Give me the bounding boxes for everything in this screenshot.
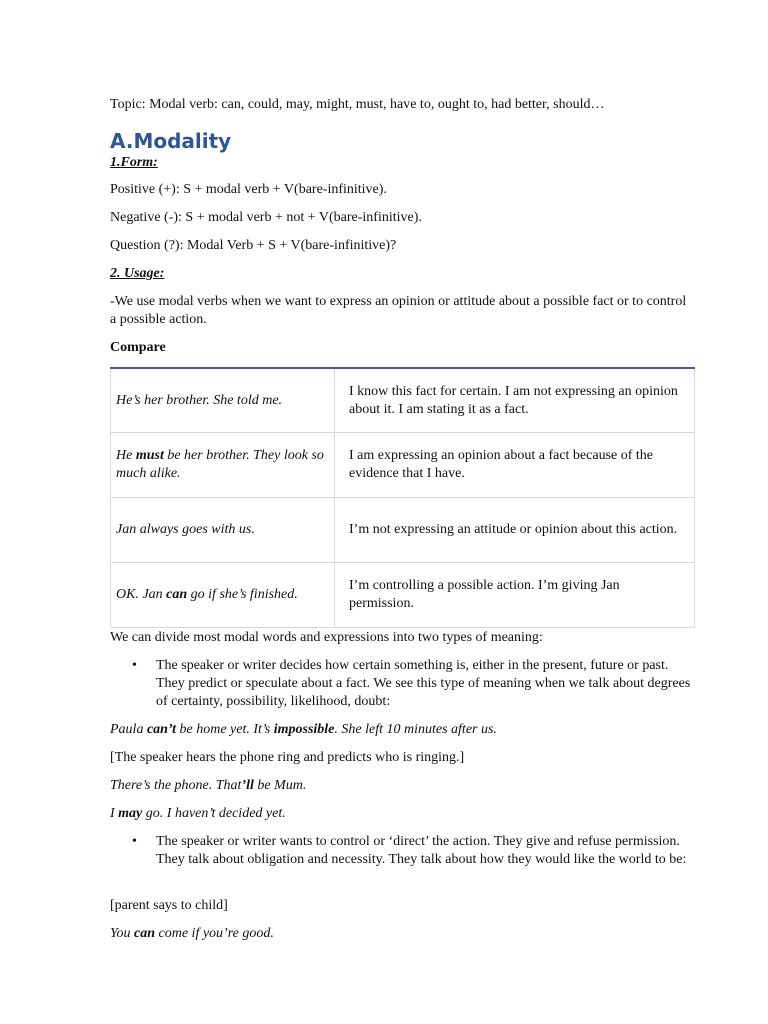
emphasis-word: impossible: [273, 722, 335, 737]
topic-line: Topic: Modal verb: can, could, may, might, must, have to, ought to, had better, should…: [110, 97, 605, 112]
form-title: 1.Form:: [110, 155, 158, 170]
compare-table: [110, 367, 695, 628]
compare-title: Compare: [110, 340, 166, 355]
text-segment: He: [116, 448, 136, 463]
list-item: [110, 657, 695, 711]
emphasis-word: may: [118, 806, 143, 821]
emphasis-word: must: [135, 448, 164, 463]
example-cell: [111, 498, 335, 563]
text-segment: go. I haven’t decided yet.: [142, 806, 286, 821]
example-sentence: [110, 777, 695, 795]
table-row: [111, 563, 695, 628]
example-sentence: [110, 721, 695, 739]
example-cell: [111, 433, 335, 498]
table-row: [111, 433, 695, 498]
bullet-icon: •: [132, 834, 137, 849]
example-sentence: [110, 925, 695, 943]
text-segment: . She left 10 minutes after us.: [334, 722, 497, 737]
text-segment: be Mum.: [253, 778, 307, 793]
text-segment: come if you’re good.: [155, 926, 274, 941]
example-sentence: [110, 805, 695, 823]
text-segment: Jan always goes with us.: [116, 522, 255, 537]
bullet-icon: •: [132, 658, 137, 673]
section-heading: A.Modality: [110, 129, 232, 153]
explanation-cell: I am expressing an opinion about a fact because of the evidence that I have.: [335, 433, 695, 498]
form-negative: Negative (-): S + modal verb + not + V(bare-infinitive).: [110, 210, 422, 225]
speaker-note: [The speaker hears the phone ring and predicts who is ringing.]: [110, 750, 465, 765]
text-segment: OK. Jan: [116, 587, 167, 602]
form-question: Question (?): Modal Verb + S + V(bare-infinitive)?: [110, 238, 397, 253]
form-positive: Positive (+): S + modal verb + V(bare-infinitive).: [110, 182, 387, 197]
text-segment: Paula: [110, 722, 147, 737]
explanation-cell: I’m controlling a possible action. I’m giving Jan permission.: [335, 563, 695, 628]
emphasis-word: can: [134, 926, 156, 941]
table-row: [111, 498, 695, 563]
table-row: [111, 368, 695, 433]
text-segment: I: [110, 806, 119, 821]
example-cell: [111, 368, 335, 433]
emphasis-word: ’ll: [241, 778, 254, 793]
bullet-text: The speaker or writer wants to control or ‘direct’ the action. They give and refuse permission. They talk about obligation and necessity. They talk about how they would like the world to be:: [156, 834, 687, 867]
divide-text: We can divide most modal words and expressions into two types of meaning:: [110, 630, 543, 645]
emphasis-word: can: [166, 587, 188, 602]
example-cell: [111, 563, 335, 628]
text-segment: go if she’s finished.: [187, 587, 298, 602]
speaker-note: [parent says to child]: [110, 898, 228, 913]
text-segment: You: [110, 926, 135, 941]
text-segment: He’s her brother. She told me.: [116, 392, 283, 408]
text-segment: be her brother. They look so much alike.: [116, 448, 324, 481]
usage-title: 2. Usage:: [110, 266, 165, 281]
explanation-cell: I know this fact for certain. I am not expressing an opinion about it. I am stating it as a fact.: [335, 368, 695, 433]
bullet-text: The speaker or writer decides how certain something is, either in the present, future or past. They predict or speculate about a fact. We see this type of meaning when we talk about degrees of certainty, possibility, likelihood, doubt:: [156, 658, 691, 709]
usage-text: -We use modal verbs when we want to express an opinion or attitude about a possible fact or to control a possible action.: [110, 294, 687, 327]
text-segment: be home yet. It’s: [176, 722, 274, 737]
explanation-cell: I’m not expressing an attitude or opinion about this action.: [335, 498, 695, 563]
text-segment: There’s the phone. That: [110, 778, 242, 793]
emphasis-word: can’t: [146, 722, 176, 737]
list-item: [110, 833, 695, 869]
